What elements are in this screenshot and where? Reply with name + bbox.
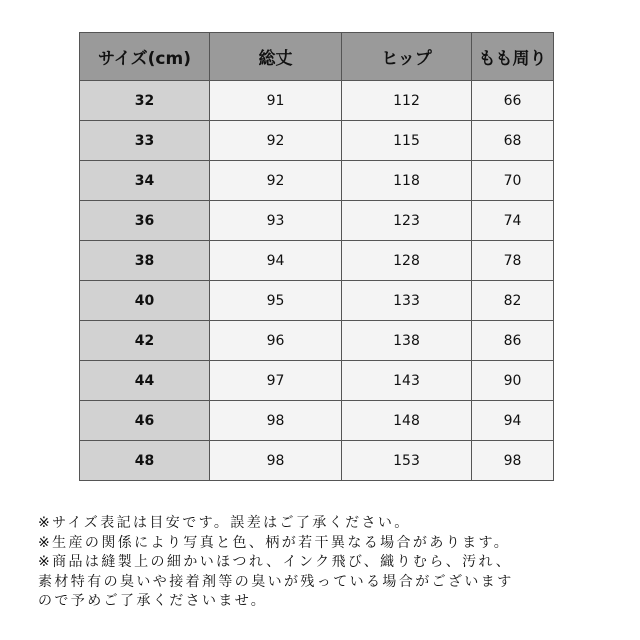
note-line: ※生産の関係により写真と色、柄が若干異なる場合があります。 xyxy=(38,534,511,551)
table-row xyxy=(80,401,554,441)
size-chart-table xyxy=(79,32,554,481)
cell-hip: 143 xyxy=(342,361,472,401)
cell-size: 32 xyxy=(80,81,210,121)
note-line: 素材特有の臭いや接着剤等の臭いが残っている場合がございます xyxy=(38,573,514,590)
cell-size: 40 xyxy=(80,281,210,321)
cell-total-length: 91 xyxy=(210,81,342,121)
cell-size: 42 xyxy=(80,321,210,361)
cell-total-length: 93 xyxy=(210,201,342,241)
cell-total-length: 98 xyxy=(210,401,342,441)
cell-thigh: 94 xyxy=(472,401,554,441)
table-row xyxy=(80,121,554,161)
cell-hip: 138 xyxy=(342,321,472,361)
cell-thigh: 66 xyxy=(472,81,554,121)
notes-section xyxy=(38,514,628,612)
cell-size: 44 xyxy=(80,361,210,401)
cell-size: 33 xyxy=(80,121,210,161)
cell-total-length: 92 xyxy=(210,121,342,161)
cell-total-length: 97 xyxy=(210,361,342,401)
cell-total-length: 95 xyxy=(210,281,342,321)
cell-thigh: 90 xyxy=(472,361,554,401)
header-hip: ヒップ xyxy=(342,33,472,81)
cell-thigh: 86 xyxy=(472,321,554,361)
table-row xyxy=(80,321,554,361)
cell-total-length: 94 xyxy=(210,241,342,281)
cell-hip: 133 xyxy=(342,281,472,321)
cell-hip: 115 xyxy=(342,121,472,161)
table-row xyxy=(80,81,554,121)
cell-total-length: 92 xyxy=(210,161,342,201)
cell-hip: 153 xyxy=(342,441,472,481)
header-total-length: 総丈 xyxy=(210,33,342,81)
table-header-row xyxy=(80,33,554,81)
cell-size: 48 xyxy=(80,441,210,481)
cell-size: 34 xyxy=(80,161,210,201)
cell-size: 46 xyxy=(80,401,210,441)
table-row xyxy=(80,201,554,241)
header-thigh: もも周り xyxy=(472,33,554,81)
cell-size: 36 xyxy=(80,201,210,241)
cell-thigh: 82 xyxy=(472,281,554,321)
cell-size: 38 xyxy=(80,241,210,281)
cell-hip: 128 xyxy=(342,241,472,281)
note-line: ので予めご了承くださいませ。 xyxy=(38,593,268,610)
cell-hip: 118 xyxy=(342,161,472,201)
note-line: ※サイズ表記は目安です。誤差はご了承ください。 xyxy=(38,515,411,531)
table-row xyxy=(80,361,554,401)
cell-thigh: 70 xyxy=(472,161,554,201)
header-size: サイズ(cm) xyxy=(80,33,210,81)
cell-total-length: 98 xyxy=(210,441,342,481)
table-row xyxy=(80,441,554,481)
cell-hip: 148 xyxy=(342,401,472,441)
note-line: ※商品は縫製上の細かいほつれ、インク飛び、織りむら、汚れ、 xyxy=(38,554,513,571)
table-row xyxy=(80,161,554,201)
cell-hip: 112 xyxy=(342,81,472,121)
cell-thigh: 74 xyxy=(472,201,554,241)
cell-thigh: 78 xyxy=(472,241,554,281)
cell-hip: 123 xyxy=(342,201,472,241)
cell-total-length: 96 xyxy=(210,321,342,361)
cell-thigh: 98 xyxy=(472,441,554,481)
table-row xyxy=(80,241,554,281)
table-row xyxy=(80,281,554,321)
cell-thigh: 68 xyxy=(472,121,554,161)
